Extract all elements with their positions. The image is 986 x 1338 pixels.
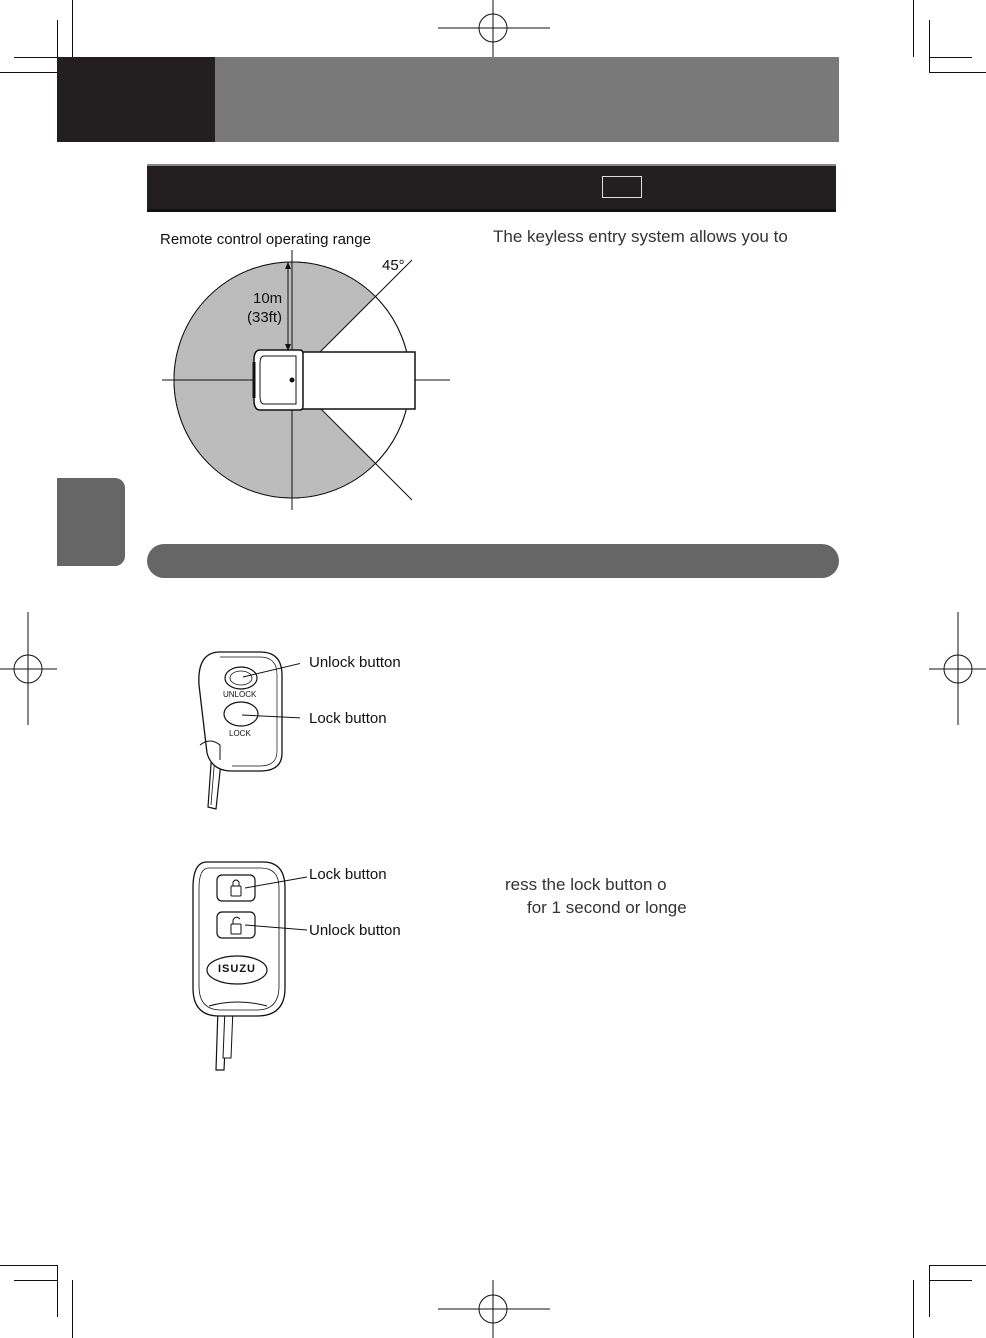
lock-button-a[interactable]	[224, 702, 258, 726]
distance-metric-label: 10m	[253, 290, 283, 307]
chapter-number-block	[57, 57, 215, 142]
unlock-engraving: UNLOCK	[223, 690, 257, 699]
section-title-bar	[147, 164, 836, 212]
section-badge	[602, 176, 642, 198]
vehicle-body	[302, 352, 415, 409]
subsection-title-bar	[147, 544, 839, 578]
brand-engraving: ISUZU	[218, 963, 256, 975]
range-diagram-title: Remote control operating range	[160, 231, 371, 248]
remote-b-lock-label: Lock button	[309, 866, 387, 883]
range-diagram	[150, 250, 460, 515]
remote-a-unlock-label: Unlock button	[309, 654, 401, 671]
remote-b-unlock-label: Unlock button	[309, 922, 401, 939]
instruction-line-2: for 1 second or longe	[527, 898, 687, 917]
distance-imperial-label: (33ft)	[247, 309, 283, 326]
angle-label: 45°	[382, 257, 405, 274]
chapter-side-tab	[57, 478, 125, 566]
chapter-title-block	[215, 57, 839, 142]
intro-text: The keyless entry system allows you to	[493, 227, 788, 246]
remote-a-lock-label: Lock button	[309, 710, 387, 727]
lock-engraving: LOCK	[229, 729, 251, 738]
instruction-line-1: ress the lock button o	[505, 875, 667, 894]
